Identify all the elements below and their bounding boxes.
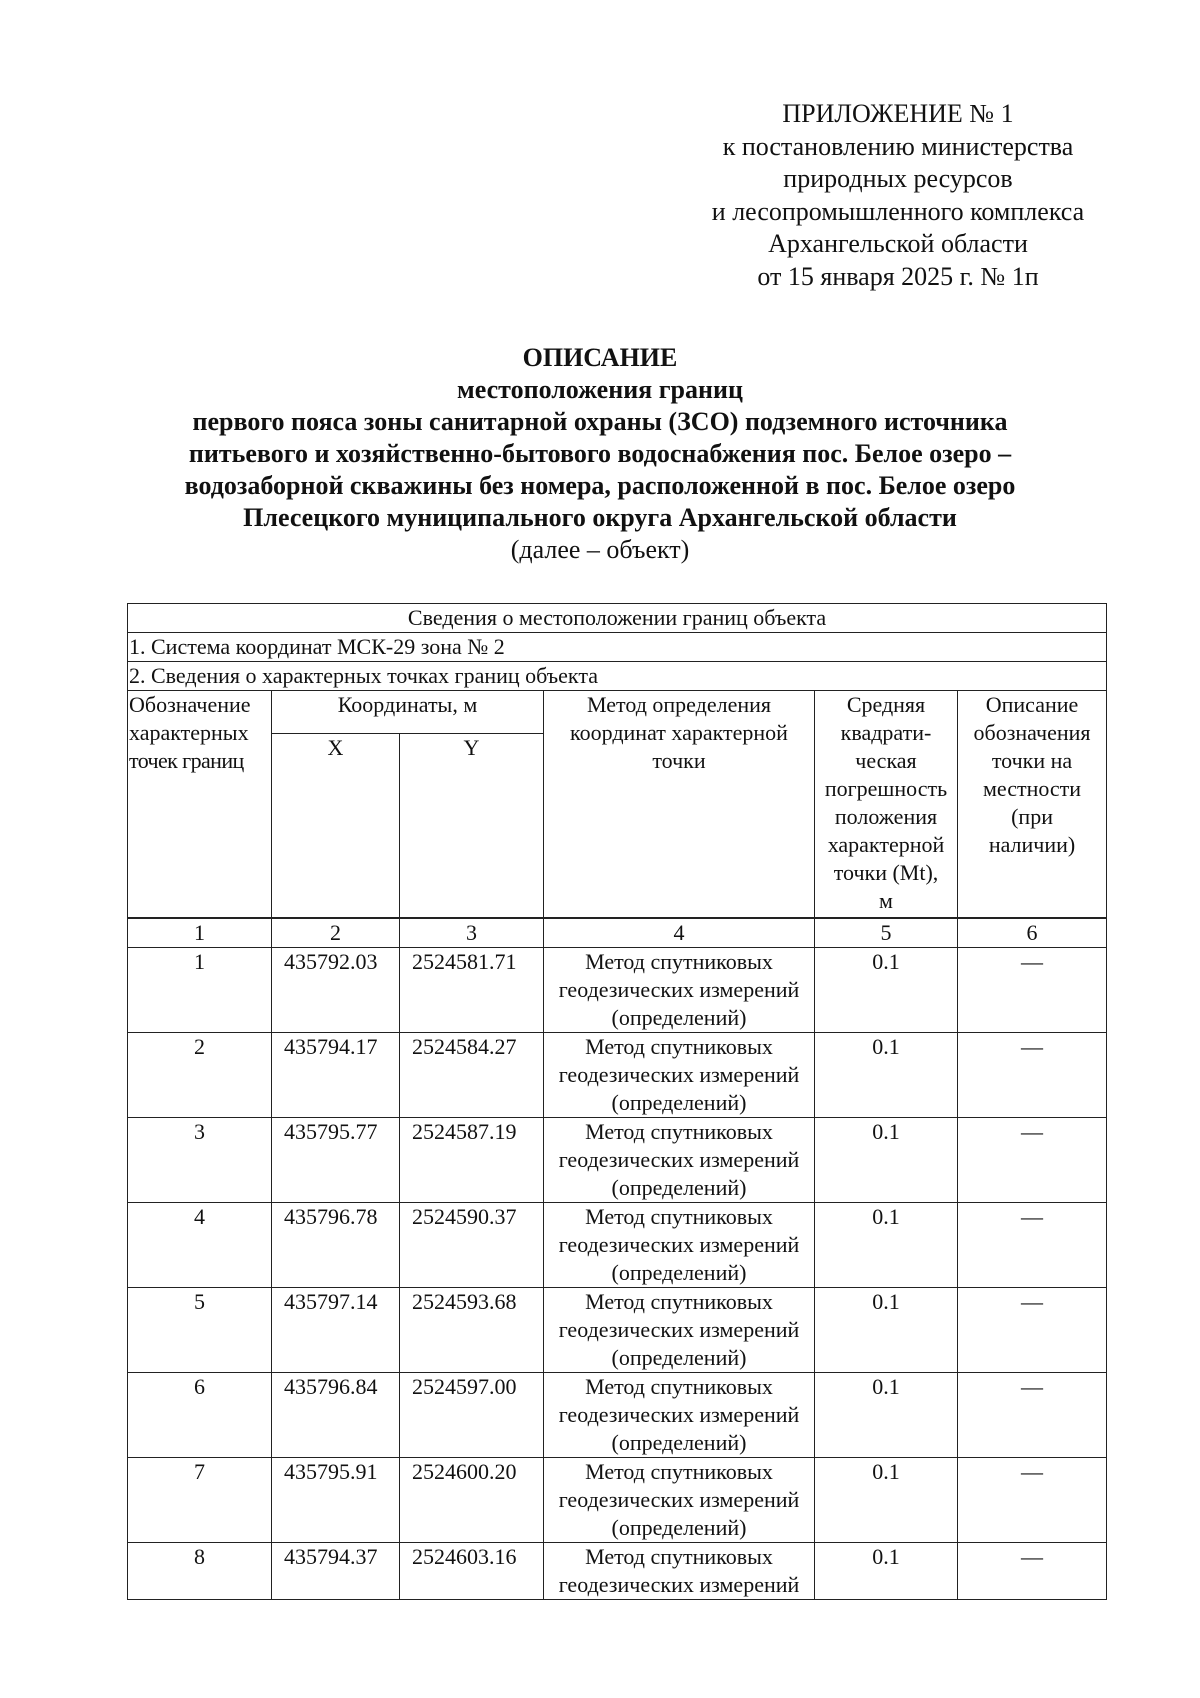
table-caption: Сведения о местоположении границ объекта bbox=[128, 604, 1107, 633]
header-designation-line: характерных bbox=[129, 720, 249, 745]
column-number: 3 bbox=[400, 919, 544, 948]
error-value: 0.1 bbox=[815, 1118, 958, 1203]
method-line: Метод спутниковых bbox=[585, 1289, 773, 1314]
table-row bbox=[128, 1288, 1107, 1373]
appendix-line: Архангельской области bbox=[768, 229, 1028, 258]
coord-x: 435797.14 bbox=[272, 1288, 400, 1373]
title-line: местоположения границ bbox=[457, 375, 743, 404]
error-value: 0.1 bbox=[815, 1458, 958, 1543]
header-error-line: Средняя bbox=[846, 692, 926, 717]
header-description-line: наличии) bbox=[988, 832, 1076, 857]
column-number: 5 bbox=[815, 919, 958, 948]
description-value: — bbox=[958, 1033, 1107, 1118]
description-value: — bbox=[958, 1543, 1107, 1600]
coord-y: 2524581.71 bbox=[400, 948, 544, 1033]
table-row bbox=[128, 1033, 1107, 1118]
header-description bbox=[958, 691, 1107, 918]
header-error-line: квадрати- bbox=[840, 720, 932, 745]
table-row bbox=[128, 1203, 1107, 1288]
method-line: Метод спутниковых bbox=[585, 1374, 773, 1399]
header-error-line: погрешность bbox=[824, 776, 948, 801]
appendix-date: от 15 января 2025 г. № 1п bbox=[757, 261, 1039, 291]
header-description-line: Описание bbox=[985, 692, 1079, 717]
method-line: Метод спутниковых bbox=[585, 1544, 773, 1569]
error-value: 0.1 bbox=[815, 1543, 958, 1600]
method-line: Метод спутниковых bbox=[585, 1459, 773, 1484]
method-cell bbox=[544, 1288, 815, 1373]
method-line: Метод спутниковых bbox=[585, 1034, 773, 1059]
description-value: — bbox=[958, 1203, 1107, 1288]
header-coordinates: Координаты, м bbox=[272, 691, 544, 734]
method-cell bbox=[544, 948, 815, 1033]
header-designation-line: Обозначение bbox=[129, 692, 251, 717]
table-row bbox=[128, 1543, 1107, 1600]
column-number: 4 bbox=[544, 919, 815, 948]
coord-x: 435796.78 bbox=[272, 1203, 400, 1288]
method-line: геодезических измерений bbox=[558, 1147, 800, 1172]
column-number: 2 bbox=[272, 919, 400, 948]
coord-y: 2524603.16 bbox=[400, 1543, 544, 1600]
coord-y: 2524597.00 bbox=[400, 1373, 544, 1458]
error-value: 0.1 bbox=[815, 1203, 958, 1288]
method-cell bbox=[544, 1033, 815, 1118]
table-row bbox=[128, 1458, 1107, 1543]
appendix-title: ПРИЛОЖЕНИЕ № 1 bbox=[782, 99, 1014, 128]
header-error-line: м bbox=[879, 888, 893, 913]
appendix-header bbox=[660, 98, 1136, 293]
method-line: геодезических измерений bbox=[558, 1572, 800, 1597]
title-line: Плесецкого муниципального округа Архангельской области bbox=[243, 503, 957, 532]
column-number: 1 bbox=[128, 919, 272, 948]
description-value: — bbox=[958, 1458, 1107, 1543]
coord-x: 435795.77 bbox=[272, 1118, 400, 1203]
method-line: Метод спутниковых bbox=[585, 1119, 773, 1144]
method-line: геодезических измерений bbox=[558, 1232, 800, 1257]
points-heading: 2. Сведения о характерных точках границ объекта bbox=[128, 662, 1107, 691]
coord-x: 435796.84 bbox=[272, 1373, 400, 1458]
header-description-line: обозначения bbox=[973, 720, 1091, 745]
header-designation bbox=[128, 691, 272, 918]
header-method-line: Метод определения bbox=[586, 692, 772, 717]
method-cell bbox=[544, 1458, 815, 1543]
method-cell bbox=[544, 1373, 815, 1458]
method-line: геодезических измерений bbox=[558, 1317, 800, 1342]
method-line: (определений) bbox=[611, 1090, 747, 1115]
method-line: Метод спутниковых bbox=[585, 949, 773, 974]
appendix-line: природных ресурсов bbox=[783, 164, 1013, 193]
table-row bbox=[128, 1118, 1107, 1203]
header-y: Y bbox=[400, 734, 544, 918]
description-value: — bbox=[958, 948, 1107, 1033]
header-designation-line: точек границ bbox=[129, 748, 244, 773]
title-line: ОПИСАНИЕ bbox=[522, 343, 678, 372]
method-cell bbox=[544, 1203, 815, 1288]
header-description-line: (при bbox=[1011, 804, 1053, 829]
point-id: 3 bbox=[128, 1118, 272, 1203]
point-id: 1 bbox=[128, 948, 272, 1033]
method-line: (определений) bbox=[611, 1515, 747, 1540]
method-line: (определений) bbox=[611, 1175, 747, 1200]
table-row bbox=[128, 1373, 1107, 1458]
coord-y: 2524584.27 bbox=[400, 1033, 544, 1118]
point-id: 5 bbox=[128, 1288, 272, 1373]
title-subtitle: (далее – объект) bbox=[510, 535, 690, 564]
header-description-line: точки на bbox=[991, 748, 1073, 773]
header-error-line: положения bbox=[834, 804, 938, 829]
method-line: геодезических измерений bbox=[558, 977, 800, 1002]
error-value: 0.1 bbox=[815, 1288, 958, 1373]
method-line: геодезических измерений bbox=[558, 1062, 800, 1087]
coord-y: 2524600.20 bbox=[400, 1458, 544, 1543]
method-line: (определений) bbox=[611, 1345, 747, 1370]
coord-y: 2524590.37 bbox=[400, 1203, 544, 1288]
method-line: (определений) bbox=[611, 1430, 747, 1455]
point-id: 2 bbox=[128, 1033, 272, 1118]
point-id: 8 bbox=[128, 1543, 272, 1600]
appendix-line: и лесопромышленного комплекса bbox=[711, 196, 1085, 226]
point-id: 4 bbox=[128, 1203, 272, 1288]
error-value: 0.1 bbox=[815, 948, 958, 1033]
title-line: водозаборной скважины без номера, расположенной в пос. Белое озеро bbox=[184, 471, 1016, 500]
column-number-row bbox=[128, 919, 1107, 948]
point-id: 7 bbox=[128, 1458, 272, 1543]
description-value: — bbox=[958, 1288, 1107, 1373]
coord-x: 435794.17 bbox=[272, 1033, 400, 1118]
header-error bbox=[815, 691, 958, 918]
header-error-line: ческая bbox=[855, 748, 917, 773]
coord-x: 435795.91 bbox=[272, 1458, 400, 1543]
boundary-table-header bbox=[127, 603, 1107, 918]
method-line: геодезических измерений bbox=[558, 1487, 800, 1512]
table-row bbox=[128, 948, 1107, 1033]
error-value: 0.1 bbox=[815, 1373, 958, 1458]
method-line: Метод спутниковых bbox=[585, 1204, 773, 1229]
method-line: геодезических измерений bbox=[558, 1402, 800, 1427]
header-description-line: местности bbox=[982, 776, 1082, 801]
coord-y: 2524587.19 bbox=[400, 1118, 544, 1203]
title-line: первого пояса зоны санитарной охраны (ЗСО) подземного источника bbox=[192, 407, 1008, 436]
method-line: (определений) bbox=[611, 1260, 747, 1285]
header-method bbox=[544, 691, 815, 918]
method-cell bbox=[544, 1118, 815, 1203]
point-id: 6 bbox=[128, 1373, 272, 1458]
coordinate-system: 1. Система координат МСК-29 зона № 2 bbox=[128, 633, 1107, 662]
header-method-line: координат характерной bbox=[570, 720, 788, 745]
description-value: — bbox=[958, 1373, 1107, 1458]
method-cell bbox=[544, 1543, 815, 1600]
title-line: питьевого и хозяйственно-бытового водоснабжения пос. Белое озеро – bbox=[188, 439, 1012, 468]
header-x: X bbox=[272, 734, 400, 918]
error-value: 0.1 bbox=[815, 1033, 958, 1118]
header-error-line: точки (Mt), bbox=[833, 860, 939, 885]
coord-x: 435792.03 bbox=[272, 948, 400, 1033]
boundary-table-body bbox=[127, 918, 1107, 1600]
header-method-line: точки bbox=[652, 748, 706, 773]
header-error-line: характерной bbox=[827, 832, 945, 857]
column-number: 6 bbox=[958, 919, 1107, 948]
method-line: (определений) bbox=[611, 1005, 747, 1030]
coord-x: 435794.37 bbox=[272, 1543, 400, 1600]
document-title bbox=[100, 342, 1100, 566]
description-value: — bbox=[958, 1118, 1107, 1203]
coord-y: 2524593.68 bbox=[400, 1288, 544, 1373]
appendix-line: к постановлению министерства bbox=[722, 131, 1074, 161]
